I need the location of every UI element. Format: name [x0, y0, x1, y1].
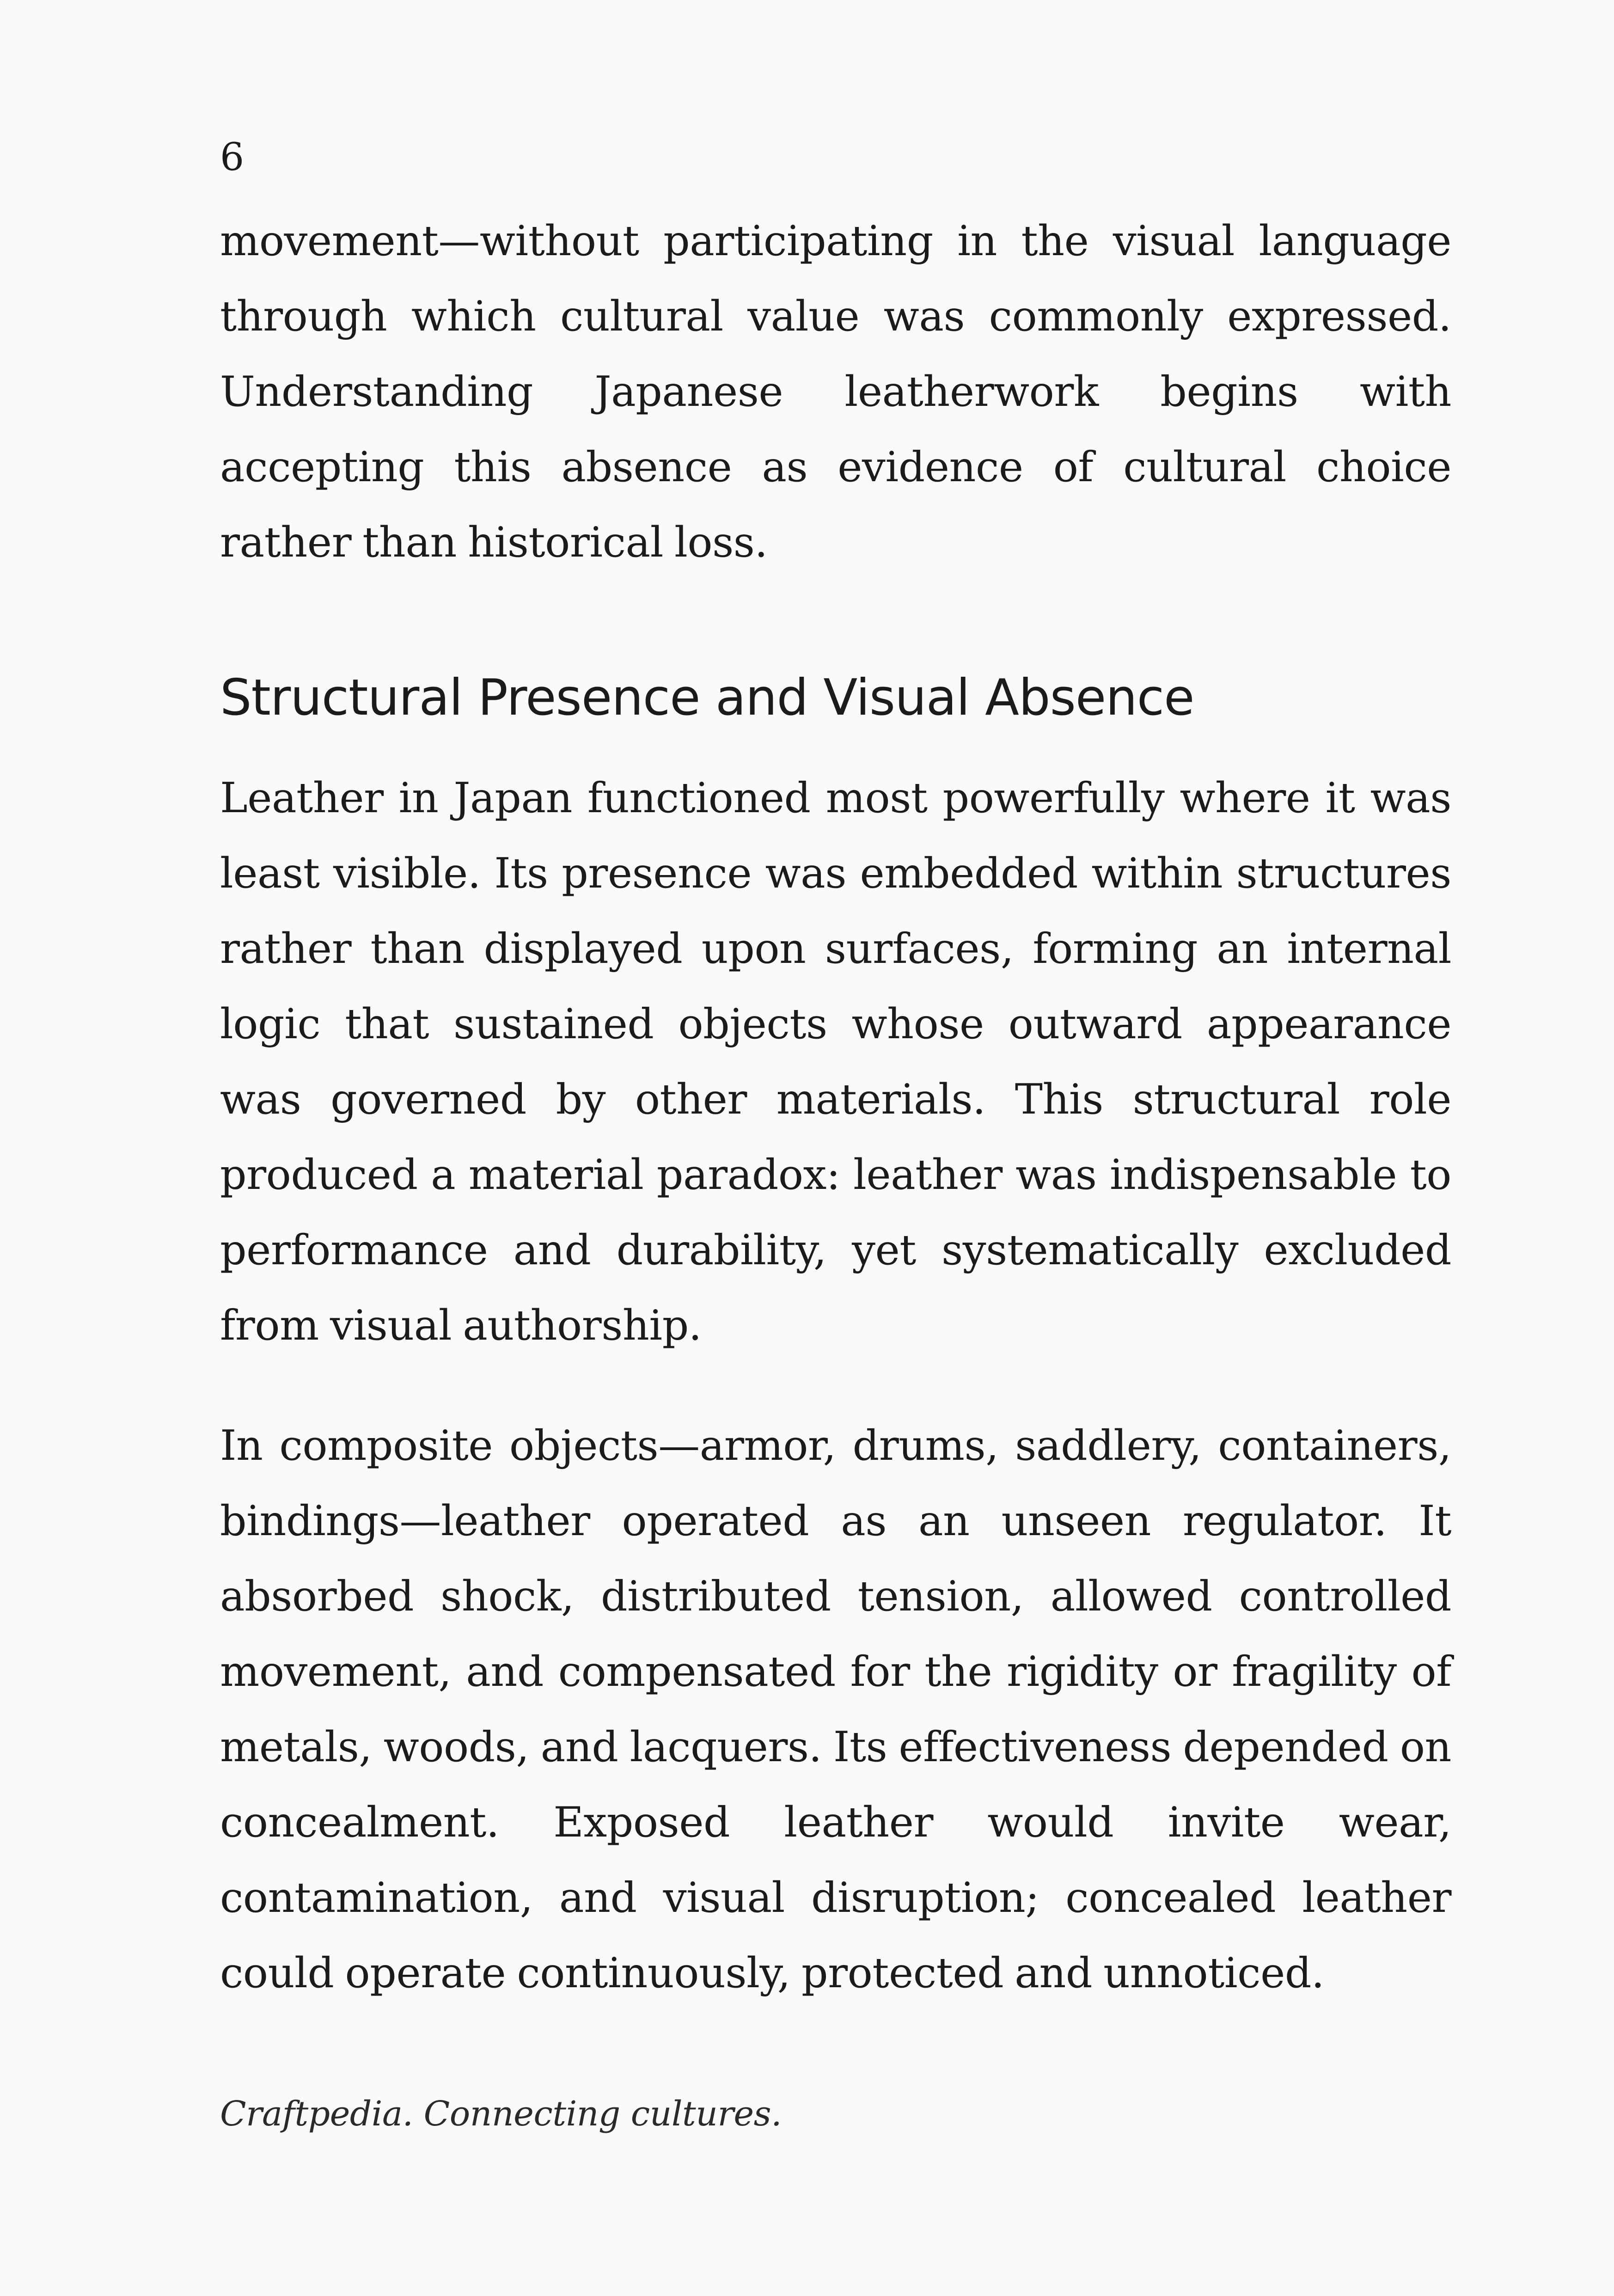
page-footer: Craftpedia. Connecting cultures. [220, 2094, 782, 2134]
document-page [220, 135, 1451, 2011]
body-paragraph-1: Leather in Japan functioned most powerfully where it was least visible. Its presence was embedded within structures rather than displayed upon surfaces, forming an internal logic that sustained objects whose outward appearance was governed by other materials. This structural role produced a material paradox: leather was indispensable to performance and durability, yet systematically excluded from visual authorship. [220, 773, 1451, 1350]
intro-paragraph: movement—without participating in the visual language through which cultural value was commonly expressed. Understanding Japanese leatherwork begins with accepting this absence as evidence of cultural choice rather than historical loss. [220, 217, 1451, 567]
body-paragraph-2: In composite objects—armor, drums, saddlery, containers, bindings—leather operated as an unseen regulator. It absorbed shock, distributed tension, allowed controlled movement, and compensated for the rigidity or fragility of metals, woods, and lacquers. Its effectiveness depended on concealment. Exposed leather would invite wear, contamination, and visual disruption; concealed leather could operate continuously, protected and unnoticed. [220, 1421, 1451, 1997]
page-number: 6 [220, 135, 245, 179]
section-heading: Structural Presence and Visual Absence [220, 669, 1194, 727]
